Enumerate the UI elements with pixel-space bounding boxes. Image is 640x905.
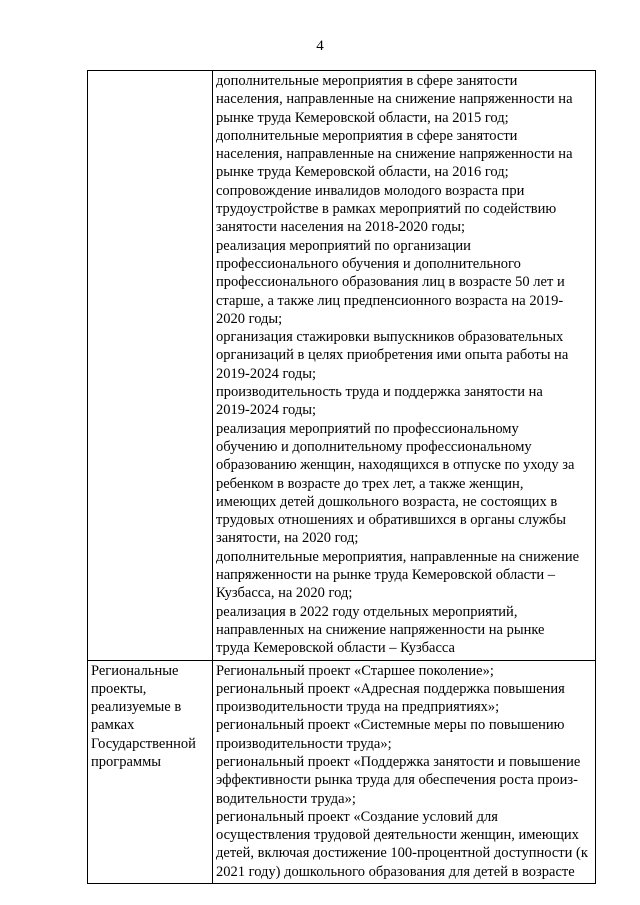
text-line: дополнительные мероприятия, направленные на снижение [216,548,580,565]
text-line: региональный проект «Адресная поддержка повышения [216,680,565,697]
text-line: реализация мероприятий по организации [216,237,471,254]
text-line: направленных на снижение напряженности на рынке [216,621,545,638]
text-line: водительности труда»; [216,790,356,807]
text-line: дополнительные мероприятия в сфере занятости [216,127,518,144]
table-cell-left [88,71,213,661]
text-line: труда Кемеровской области – Кузбасса [216,640,455,657]
text-line: Региональные [91,662,179,679]
text-line: дополнительные мероприятия в сфере занятости [216,73,518,89]
text-line: реализуемые в [91,699,182,716]
text-line: трудоустройстве в рамках мероприятий по содействию [216,201,557,218]
text-line: населения, направленные на снижение напряженности на [216,146,573,163]
text-line: ребенком в возрасте до трех лет, а также женщин, [216,475,524,492]
text-line: профессионального образования лиц в возрасте 50 лет и [216,274,565,291]
table-cell-left [88,660,213,884]
text-line: реализация в 2022 году отдельных мероприятий, [216,603,518,620]
text-line: производительности труда»; [216,735,392,752]
text-line: трудовых отношениях и обратившихся в органы службы [216,512,566,529]
table-cell-right [213,71,596,661]
text-line: производительности труда на предприятиях»; [216,699,500,716]
table-row [88,660,596,884]
text-line: Кузбасса, на 2020 год; [216,585,353,602]
text-line: реализация мероприятий по профессиональному [216,420,519,437]
text-line: профессионального обучения и дополнительного [216,255,521,272]
text-line: обучению и дополнительному профессиональному [216,438,532,455]
text-line: 2019-2024 годы; [216,402,317,419]
text-line: образованию женщин, находящихся в отпуске по уходу за [216,457,575,474]
text-line: проекты, [91,680,147,697]
text-line: 2021 году) дошкольного образования для детей в возрасте [216,863,575,880]
table-cell-right [213,660,596,884]
text-line: региональный проект «Системные меры по повышению [216,717,565,734]
text-line: организаций в целях приобретения ими опыта работы на [216,347,569,364]
text-line: сопровождение инвалидов молодого возраста при [216,182,525,199]
text-line: программы [91,753,161,770]
text-line: 2020 годы; [216,310,283,327]
text-line: осуществления трудовой деятельности женщин, имеющих [216,827,579,844]
text-line: региональный проект «Создание условий для [216,808,498,825]
text-line: организация стажировки выпускников образовательных [216,329,564,346]
text-line: эффективности рынка труда для обеспечения роста произ- [216,772,578,789]
text-line: Государственной [91,735,196,752]
text-line: региональный проект «Поддержка занятости и повышение [216,753,581,770]
text-line: занятости, на 2020 год; [216,530,359,547]
table-row [88,71,596,661]
text-line: старше, а также лиц предпенсионного возраста на 2019- [216,292,564,309]
text-line: рынке труда Кемеровской области, на 2016 год; [216,164,509,181]
text-line: 2019-2024 годы; [216,365,317,382]
text-line: занятости населения на 2018-2020 годы; [216,219,466,236]
text-line: производительность труда и поддержка занятости на [216,384,543,401]
text-line: напряженности на рынке труда Кемеровской области – [216,567,556,584]
page-number: 4 [316,38,324,54]
program-table [87,70,596,884]
text-line: имеющих детей дошкольного возраста, не состоящих в [216,493,558,510]
text-line: рамках [91,717,135,734]
text-line: детей, включая достижение 100-процентной доступности (к [216,845,588,862]
text-line: населения, направленные на снижение напряженности на [216,91,573,108]
text-line: рынке труда Кемеровской области, на 2015 год; [216,109,509,126]
text-line: Региональный проект «Старшее поколение»; [216,662,494,679]
